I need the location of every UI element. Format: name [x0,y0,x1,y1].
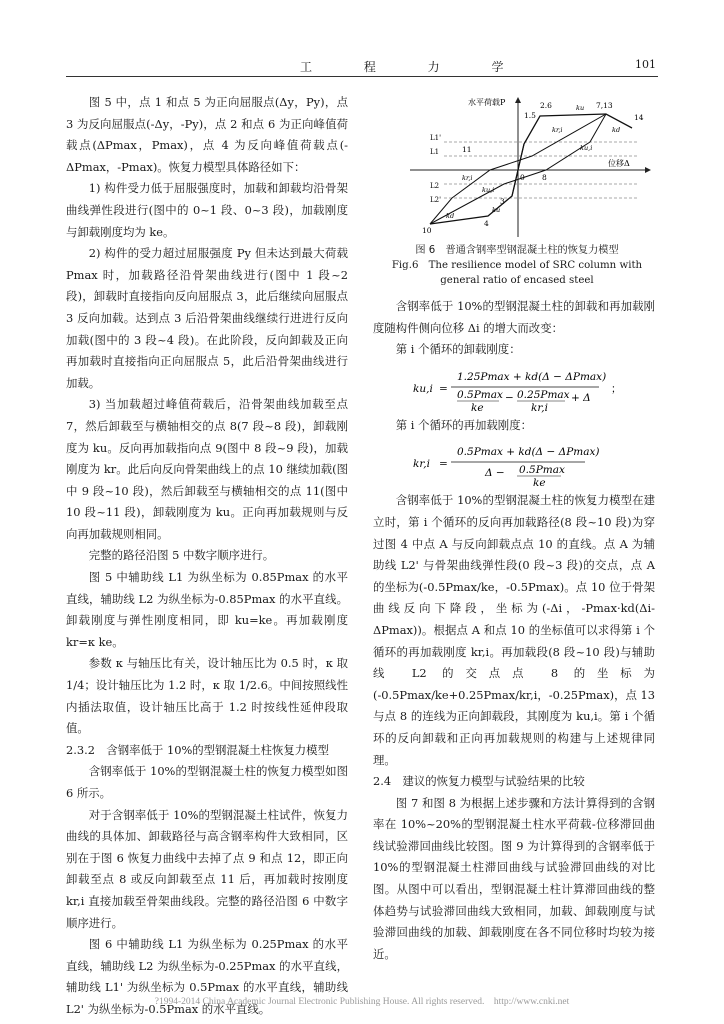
figure-caption [373,243,661,288]
point-label: 3 [500,197,505,206]
svg-text:=: = [439,458,448,471]
eq-den-sub: kr,i [531,401,548,413]
right-column [373,296,655,965]
running-header [0,58,724,76]
point-label: 10 [422,226,432,235]
paragraph: 2) 构件的受力超过屈服强度 Py 但未达到最大荷载 Pmax 时，加载路径沿骨架曲线进行(图中 1 段~2 段)，卸载时直接指向反向屈服点 3，此后继续向屈服点 3 反向加载。达到点 3 后沿骨架曲线继续行进进行反向加载(图中的 3 段~4 段)。在此阶段，反向卸载及正向再加载时直接指向正向屈服点 5，此后沿骨架曲线进行加载。 [66,246,348,390]
paragraph: 参数 κ 与轴压比有关，设计轴压比为 0.5 时，κ 取 1/4；设计轴压比为 1.2 时，κ 取 1/2.6。中间按照线性内插法取值，设计轴压比高于 1.2 时按线性延伸段取值。 [66,656,348,736]
paragraph: 第 i 个循环的卸载刚度： [395,342,521,357]
stiffness-label: kr,i [462,174,473,182]
copyright-footer: ?1994-2014 China Academic Journal Electronic Publishing House. All rights reserved. http://www.cnki.net [154,997,570,1007]
eq-numerator: 0.5Pmax + kd(Δ − ΔPmax) [457,446,600,459]
paragraph: 对于含钢率低于 10%的型钢混凝土柱试件，恢复力曲线的具体加、卸载路径与高含钢率构件大致相同，区别在于图 6 恢复力曲线中去掉了点 9 和点 12，即正向卸载至点 8 或反向卸载至点 11 后，再加载时按刚度 kr,i 直接加载至骨架曲线段。完整的路径沿图 6 中数字顺序进行。 [66,807,348,930]
paragraph: 图 5 中辅助线 L1 为纵坐标为 0.85Pmax 的水平直线，辅助线 L2 为纵坐标为-0.85Pmax 的水平直线。卸载刚度与弹性刚度相同，即 ku=ke。再加载刚度 kr=κ ke。 [66,570,348,649]
left-column [66,92,348,1021]
eq-lhs: ku,i [413,382,433,395]
line-label: L1' [430,134,442,142]
stiffness-label: ku [492,206,501,214]
eq-den-term: 0.25Pmax [517,388,570,401]
line-label: L2 [430,182,440,190]
page-number: 101 [635,58,656,71]
line-label: L2' [430,196,442,204]
eq-den-sub: ke [471,401,484,413]
equation-unloading-stiffness [373,363,655,413]
stiffness-label: ku,i [580,144,593,152]
stiffness-label: kd [612,126,621,134]
paragraph: 完整的路径沿图 5 中数字顺序进行。 [88,548,275,563]
section-heading: 2.3.2 含钢率低于 10%的型钢混凝土柱恢复力模型 [66,742,329,757]
figure-caption-en: Fig.6 The resilience model of SRC column with general ratio of encased steel [391,260,643,286]
eq-end: ； [611,382,622,395]
point-label: 2.6 [540,101,552,110]
eq-lhs: kr,i [413,458,430,471]
paragraph: 图 7 和图 8 为根据上述步骤和方法计算得到的含钢率在 10%~20%的型钢混凝土柱水平荷载-位移滞回曲线试验滞回曲线比较图。图 9 为计算得到的含钢率低于 10%的型钢混凝土柱滞回曲线与试验滞回曲线的对比图。从图中可以看出，型钢混凝土柱计算滞回曲线的整体趋势与试验滞回曲线大致相同，加载、卸载刚度与试验滞回曲线的加载、卸载刚度在各不同位移时均较为接近。 [373,795,655,961]
stiffness-label: ku [576,104,585,112]
resilience-model-diagram [400,92,660,242]
eq-den-term: 0.5Pmax [457,388,503,401]
point-label: 4 [484,219,489,228]
point-label: 8 [542,173,547,182]
eq-den-tail: + Δ [571,391,591,404]
paragraph: 含钢率低于 10%的型钢混凝土柱的卸载和再加载刚度随构件侧向位移 Δi 的增大而改变： [373,299,655,335]
stiffness-label: kr,i [552,126,563,134]
svg-text:=: = [439,382,448,395]
paragraph: 含钢率低于 10%的型钢混凝土柱的恢复力模型在建立时，第 i 个循环的反向再加载路径(8 段~10 段)为穿过图 4 中点 A 与反向卸载点点 10 的直线。点 A 为辅助线 L2' 与骨架曲线弹性段(0 段~3 段)的交点，点 A 的坐标为(-0.5Pmax/ke，-0.5Pmax)。点 10 位于骨架曲线反向下降段，坐标为(-Δi，-Pmax·kd(Δi-ΔPmax))。根据点 A 和点 10 的坐标值可以求得第 i 个循环的再加载刚度 kr,i。再加载段(8 段~10 段)与辅助线 L2 的交点点 8 的坐标为(-0.5Pmax/ke+0.25Pmax/kr,i，-0.25Pmax)，点 13 与点 8 的连线为正向卸载段，其刚度为 ku,i。第 i 个循环的反向卸载和正向再加载规则的构建与上述规律同理。 [373,493,655,767]
paragraph: 图 5 中，点 1 和点 5 为正向屈服点(Δy，Py)，点 3 为反向屈服点(-Δy，-Py)，点 2 和点 6 为正向峰值荷载点(ΔPmax，Pmax)，点 4 为反向峰值荷载点(-ΔPmax，-Pmax)。恢复力模型具体路径如下： [66,95,348,174]
stiffness-label: kd [446,212,455,220]
line-label: L1 [430,148,440,156]
x-axis-label: 位移Δ [608,159,630,168]
journal-title: 工 程 力 学 [300,60,528,74]
eq-den-term: 0.5Pmax [519,464,565,477]
svg-text:−: − [505,391,514,404]
point-label: 14 [634,113,644,122]
eq-den-sub: ke [533,477,546,489]
point-label: 0 [520,173,525,182]
figure-caption-cn: 图 6 普通含钢率型钢混凝土柱的恢复力模型 [415,245,619,256]
paragraph: 图 6 中辅助线 L1 为纵坐标为 0.25Pmax 的水平直线，辅助线 L2 为纵坐标为-0.25Pmax 的水平直线，辅助线 L1' 为纵坐标为 0.5Pmax 的水平直线，辅助线 L2' 为纵坐标为-0.5Pmax 的水平直线。 [66,937,348,1016]
paragraph: 第 i 个循环的再加载刚度： [395,417,532,432]
eq-den-head: Δ − [485,467,505,480]
y-axis-label: 水平荷载P [468,98,506,107]
figure-6 [400,92,660,242]
point-label: 1.5 [524,111,536,120]
eq-numerator: 1.25Pmax + kd(Δ − ΔPmax) [457,370,607,383]
stiffness-label: ku,i [482,186,495,194]
equation-reloading-stiffness [373,438,655,488]
point-label: 11 [462,145,472,154]
paragraph: 3) 当加载超过峰值荷载后，沿骨架曲线加载至点 7，然后卸载至与横轴相交的点 8(7 段~8 段)，卸载刚度为 ku。反向再加载指向点 9(图中 8 段~9 段)，加载刚度为 kr。此后向反向骨架曲线上的点 10 继续加载(图中 9 段~10 段)，然后卸载至与横轴相交的点 11(图中 10 段~11 段)，卸载刚度为 ku。正向再加载规则与反向再加载规则相同。 [66,397,348,541]
section-heading: 2.4 建议的恢复力模型与试验结果的比较 [373,774,585,789]
point-label: 7,13 [596,101,613,110]
paragraph: 含钢率低于 10%的型钢混凝土柱的恢复力模型如图 6 所示。 [66,764,348,800]
paragraph: 1) 构件受力低于屈服强度时，加载和卸载均沿骨架曲线弹性段进行(图中的 0~1 段、0~3 段)，加载刚度与卸载刚度均为 ke。 [66,181,348,239]
header-rule [66,76,658,77]
